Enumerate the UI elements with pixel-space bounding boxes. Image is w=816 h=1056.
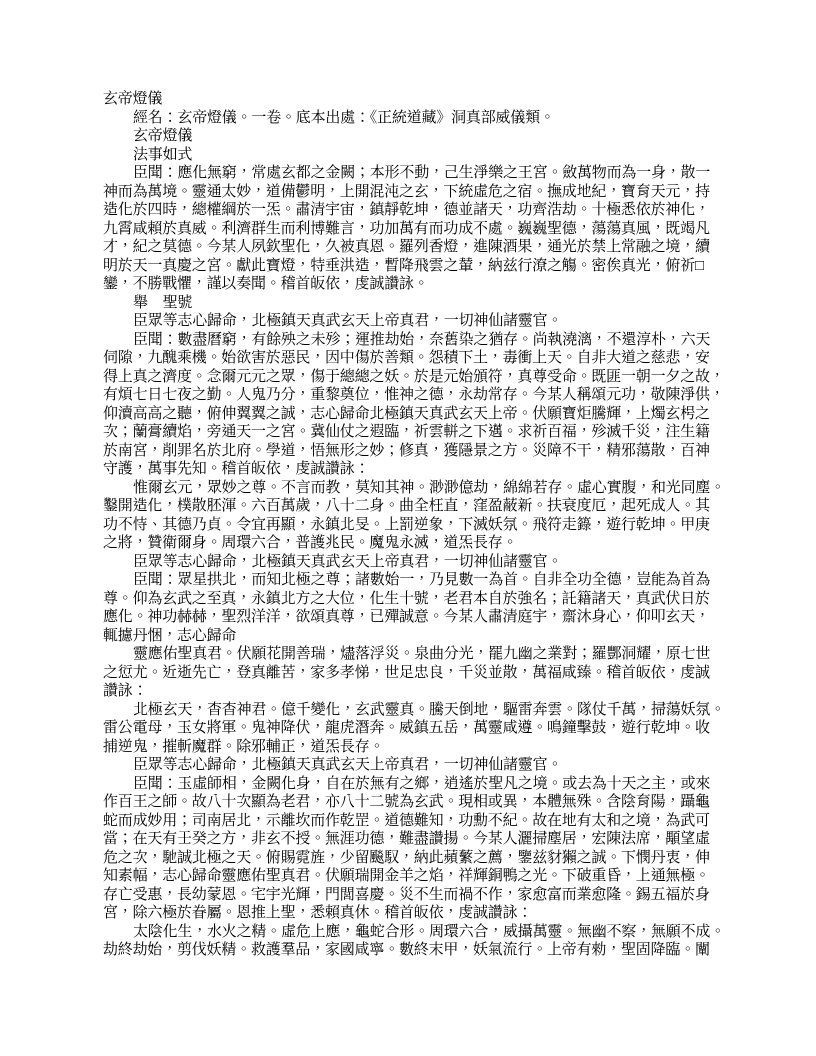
text-line: 明於天一真慶之宮。獻此寶燈，特垂洪造，暫降飛雲之輦，納兹行潦之觴。密俟真光，俯祈□: [103, 257, 704, 274]
text-line: 仰瀆高高之聽，俯伸翼翼之誠，志心歸命北極鎮天真武玄天上帝。伏願寶炬騰輝，上燭玄枵之: [103, 405, 710, 422]
text-line: 作百王之師。故八十次顯為老君，亦八十二號為玄武。現相或異，本體無殊。含陰育陽，躡龜: [103, 794, 710, 810]
document-title-line: 玄帝燈儀: [103, 91, 163, 107]
text-line: 九霄咸賴於真威。利濟群生而利博難言，功加萬有而功成不處。巍巍聖德，蕩蕩真風，既竭凡: [103, 220, 710, 237]
text-line: 輒攄丹悃，志心歸命: [103, 627, 237, 644]
text-line: 神而為萬境。靈通太妙，道備鬱明，上開混沌之玄，下統虛危之宿。撫成地紀，寶育天元，持: [103, 183, 710, 200]
text-line: 讚詠：: [103, 683, 148, 699]
text-line: 得上真之濟度。念爾元元之眾，傷于總總之妖。於是元始頒符，真尊受命。既匪一朝一夕之故，: [103, 368, 725, 385]
text-line: 宮，除六極於眷屬。恩推上聖，悉賴真休。稽首皈依，虔誠讚詠：: [103, 905, 533, 921]
text-line: 才，紀之莫德。今某人夙欽聖化，久被真恩。羅列香燈，進陳酒果，通光於禁上常融之境，續: [103, 239, 710, 255]
text-line: 守護，萬事先知。稽首皈依，虔誠讚詠：: [103, 461, 370, 477]
text-line: 臣聞：玉虛師相，金闕化身，自在於無有之鄉，逍遙於聖凡之境。或去為十天之主，或來: [133, 775, 711, 792]
text-line: 知素幅，志心歸命靈應佑聖真君。伏願瑞開金羊之焰，祥輝銅鴨之光。下破重昏，上通無極。: [103, 868, 710, 884]
text-line: 劫終劫始，剪伐妖精。救護羣品，家國咸寧。數終末甲，妖氣流行。上帝有勑，聖固降臨。闡: [103, 942, 710, 958]
text-line: 臣聞：數盡曆窮，有餘殃之未殄；運推劫始，奈舊染之猶存。尚執澆漓，不還淳朴，六天: [133, 331, 711, 348]
text-line: 惟爾玄元，眾妙之尊。不言而教，莫知其神。渺渺億劫，綿綿若存。虛心實腹，和光同塵。: [133, 479, 726, 496]
text-line: 舉 聖號: [133, 294, 193, 311]
text-line: 功不恃、其德乃貞。令宜再顯，永鎮北旻。上罰逆象，下滅妖氛。飛符走籙，遊行乾坤。甲庚: [103, 516, 710, 533]
text-line: 尊。仰為玄武之至真，永鎮北方之大位，化生十號，老君本自於強名；託籍諸天，真武伏日於: [103, 590, 710, 607]
text-line: 靈應佑聖真君。伏願花開善瑞，燼落浮災。泉曲分光，罷九幽之業對；羅酆洞耀，原七世: [133, 646, 711, 662]
text-line: 當；在天有壬癸之方，非玄不授。無涯功德，難盡讚揚。今某人灑掃塵居，宏陳法席，顒望虛: [103, 831, 710, 847]
text-line: 蛇而成妙用；司南居北，示離坎而作乾罡。道德難知，功勳不紀。故在地有太和之境，為武可: [103, 812, 710, 829]
text-line: 有煩七日七夜之勤。人鬼乃分，重黎奠位，惟神之德，永劫常存。今某人稱頌元功，敬陳淨供，: [103, 387, 725, 403]
document-text-block: [103, 90, 743, 960]
text-line: 臣聞：眾星拱北，而知北極之尊；諸數始一，乃見數一為首。自非全功全德，豈能為首為: [133, 572, 711, 588]
text-line: 之愆尤。近逝先亡，登真離苦，家多孝悌，世足忠良，千災並散，萬福咸臻。稽首皈依，虔誠: [103, 664, 710, 681]
text-line: 經名：玄帝燈儀。一卷。底本出處：《正統道藏》洞真部威儀類。: [133, 109, 555, 126]
text-line: 臣聞：應化無窮，常處玄都之金闕；本形不動，己生淨樂之王宮。斂萬物而為一身，散一: [133, 165, 711, 181]
text-line: 臣眾等志心歸命，北極鎮天真武玄天上帝真君，一切神仙諸靈官。: [133, 553, 563, 570]
text-line: 鑾，不勝戰懼，謹以奏聞。稽首皈依，虔誠讚詠。: [103, 276, 429, 292]
text-line: 玄帝燈儀: [133, 128, 193, 144]
text-line: 鑿開造化，樸散胚渾。六百萬歲，八十二身。曲全枉直，窪盈蔽新。扶衰度厄，起死成人。其: [103, 498, 710, 514]
text-line: 應化。神功赫赫，聖烈洋洋，欲頌真尊，已殫誠意。今某人肅清庭宇，齋沐身心，仰叩玄天，: [103, 609, 710, 625]
text-line: 次；蘭膏續焰，旁通天一之宮。冀仙仗之遐臨，祈雲軿之下邁。求祈百福，殄滅千災，注生籍: [103, 424, 710, 440]
text-line: 太陰化生，水火之精。虛危上應，龜蛇合形。周環六合，威攝萬靈。無幽不察，無願不成。: [133, 923, 726, 940]
text-line: 之將，贊衛爾身。周環六合，普護兆民。魔鬼永滅，道炁長存。: [103, 535, 518, 551]
text-line: 北極玄天，杳杳神君。億千變化，玄武靈真。騰天倒地，驅雷奔雲。隊仗千萬，掃蕩妖氛。: [133, 701, 726, 718]
text-line: 雷公電母，玉女將軍。鬼神降伏，龍虎潛奔。威鎮五岳，萬靈咸遵。鳴鐘擊鼓，遊行乾坤。收: [103, 720, 710, 736]
text-line: 造化於四時，總權綱於一炁。肅清宇宙，鎮靜乾坤，德並諸天，功齊浩劫。十極悉依於神化，: [103, 202, 710, 218]
text-line: 臣眾等志心歸命，北極鎮天真武玄天上帝真君，一切神仙諸靈官。: [133, 313, 563, 329]
text-line: 伺隙，九醜乘機。始欲害於惡民，因中傷於善類。怨積下土，毒衝上天。自非大道之慈悲，安: [103, 350, 710, 366]
text-line: 法事如式: [133, 146, 193, 163]
text-line: 捕逆鬼，摧斬魔群。除邪輔正，道炁長存。: [103, 738, 385, 755]
text-line: 危之次，馳誠北極之天。俯賜霓旌，少留飈馭，納此蘋蘩之薦，鑒兹豺獺之誠。下憫丹衷，伸: [103, 849, 710, 866]
text-line: 臣眾等志心歸命，北極鎮天真武玄天上帝真君，一切神仙諸靈官。: [133, 757, 563, 773]
text-line: 存亡受惠，長幼蒙恩。宅宇光輝，門閭喜慶。災不生而禍不作，家愈富而業愈隆。錫五福於身: [103, 886, 710, 903]
text-line: 於南宮，削罪名於北府。學道，悟無形之妙；修真，獲隱景之方。災障不干，精邪蕩散，百神: [103, 442, 710, 459]
